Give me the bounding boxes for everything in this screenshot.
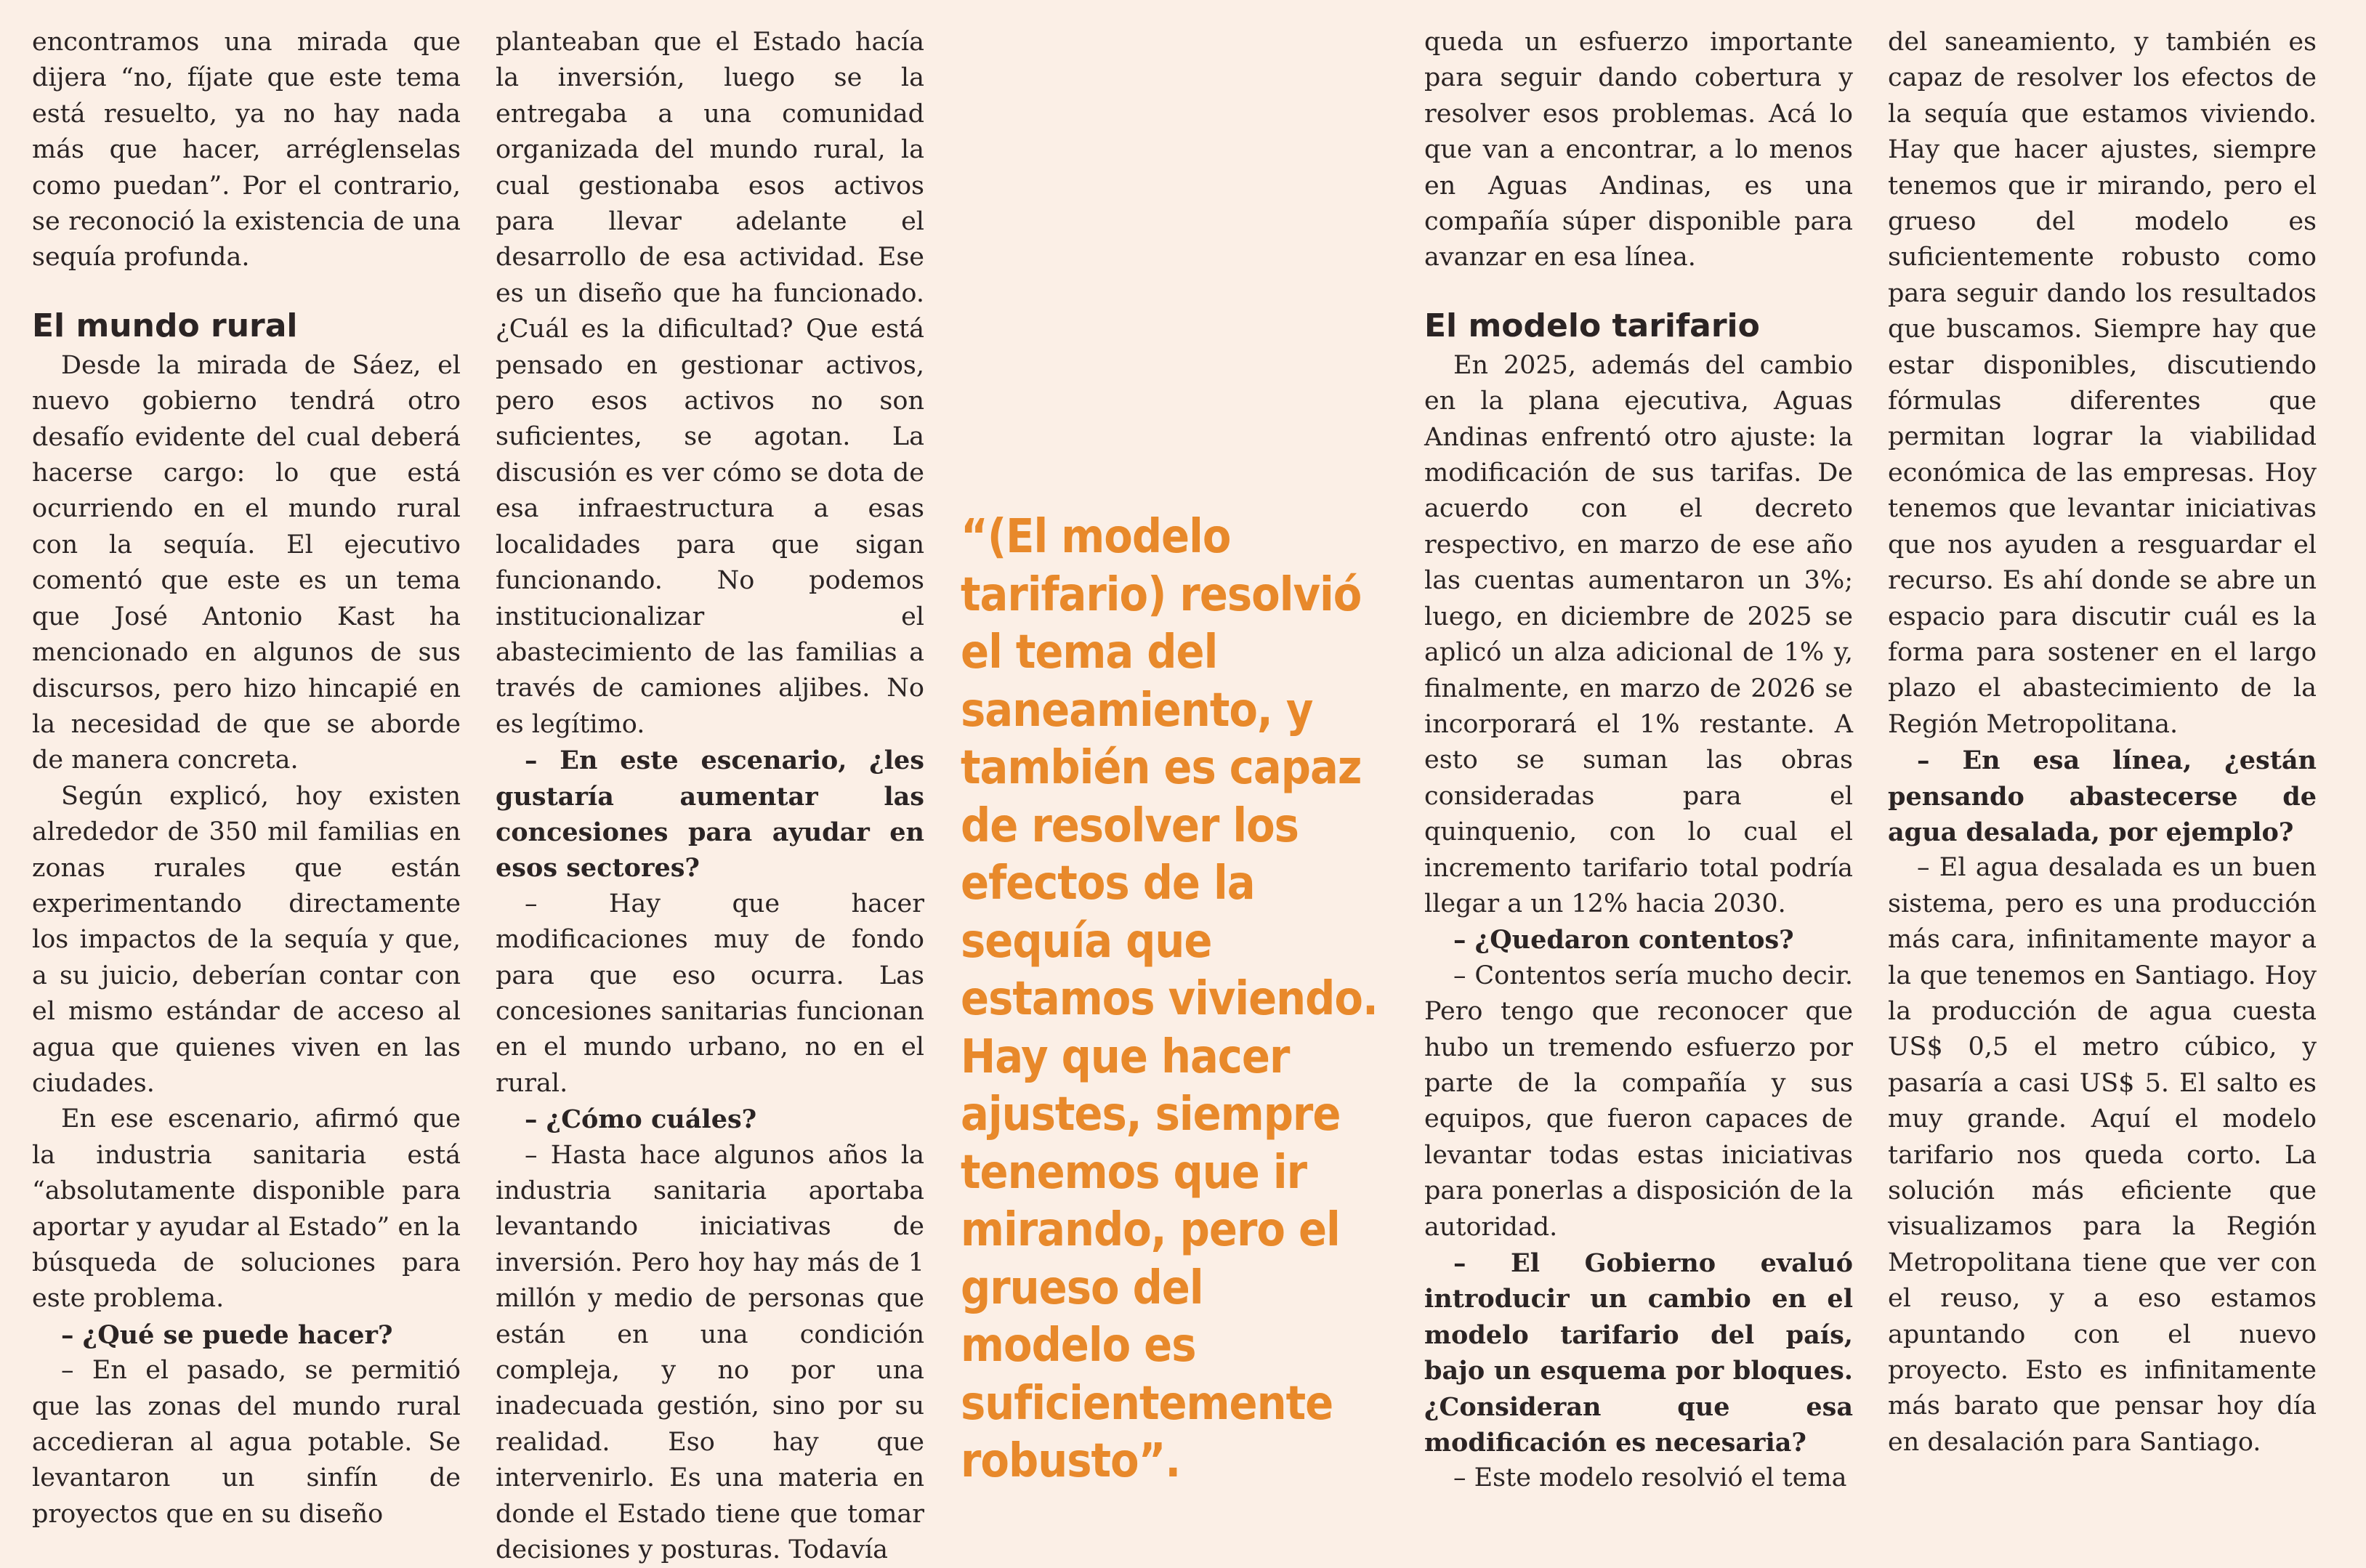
interview-question: – En este escenario, ¿les gustaría aumentar las concesiones para ayudar en esos sectores?: [496, 745, 924, 884]
paragraph: encontramos una mirada que dijera “no, fíjate que este tema está resuelto, ya no hay nada más que hacer, arréglenselas como puedan”. Por el contrario, se reconoció la existencia de una sequía profunda.: [32, 28, 461, 272]
interview-question: – El Gobierno evaluó introducir un cambio en el modelo tarifario del país, bajo un esquema por bloques. ¿Consideran que esa modificación es necesaria?: [1424, 1248, 1853, 1458]
interview-answer: – El agua desalada es un buen sistema, pero es una producción más cara, infinitamente mayor a la que tenemos en Santiago. Hoy la producción de agua cuesta US$ 0,5 el metro cúbico, y pasaría a casi US$ 5. El salto es muy grande. Aquí el modelo tarifario nos queda corto. La solución más eficiente que visualizamos para la Región Metropolitana tiene que ver con el reuso, y a eso estamos apuntando con el nuevo proyecto. Esto es infinitamente más barato que pensar hoy día en desalación para Santiago.: [1888, 853, 2317, 1457]
interview-answer: – Este modelo resolvió el tema: [1453, 1463, 1847, 1493]
paragraph: del saneamiento, y también es capaz de resolver los efectos de la sequía que estamos viviendo. Hay que hacer ajustes, siempre tenemos que ir mirando, pero el grueso del modelo es suficientemente robusto como para seguir dando los resultados que buscamos. Siempre hay que estar disponibles, discutiendo fórmulas diferentes que permitan lograr la viabilidad económica de las empresas. Hoy tenemos que levantar iniciativas que nos ayuden a resguardar el recurso. Es ahí donde se abre un espacio para discutir cuál es la forma para sostener en el largo plazo el abastecimiento de la Región Metropolitana.: [1888, 28, 2317, 739]
interview-question: – En esa línea, ¿están pensando abastecerse de agua desalada, por ejemplo?: [1888, 745, 2317, 847]
paragraph: queda un esfuerzo importante para seguir dando cobertura y resolver esos problemas. Acá lo que van a encontrar, a lo menos en Aguas Andinas, es una compañía súper disponible para avanzar en esa línea.: [1424, 28, 1853, 272]
interview-question: – ¿Qué se puede hacer?: [61, 1320, 393, 1350]
paragraph: Desde la mirada de Sáez, el nuevo gobierno tendrá otro desafío evidente del cual deberá hacerse cargo: lo que está ocurriendo en el mundo rural con la sequía. El ejecutivo comentó que este es un tema que José Antonio Kast ha mencionado en algunos de sus discursos, pero hizo hincapié en la necesidad de que se aborde de manera concreta.: [32, 350, 461, 775]
interview-question: – ¿Cómo cuáles?: [525, 1104, 757, 1135]
interview-answer: – Hay que hacer modificaciones muy de fondo para que eso ocurra. Las concesiones sanitarias funcionan en el mundo urbano, no en el rural.: [496, 889, 924, 1098]
article-column-1: [32, 25, 461, 1532]
interview-question: – ¿Quedaron contentos?: [1453, 925, 1794, 955]
section-heading-mundo-rural: El mundo rural: [32, 307, 298, 344]
article-column-2: [496, 25, 924, 1568]
section-heading-modelo-tarifario: El modelo tarifario: [1424, 307, 1760, 344]
pull-quote: “(El modelo tarifario) resolvió el tema del saneamiento, y también es capaz de resolver los efectos de la sequía que estamos viviendo. Hay que hacer ajustes, siempre tenemos que ir mirando, pero el grueso del modelo es suficientemente robusto”.: [961, 510, 1378, 1488]
interview-answer: – En el pasado, se permitió que las zonas del mundo rural accedieran al agua potable. Se levantaron un sinfín de proyectos que en su diseño: [32, 1356, 461, 1529]
paragraph: planteaban que el Estado hacía la inversión, luego se la entregaba a una comunidad organizada del mundo rural, la cual gestionaba esos activos para llevar adelante el desarrollo de esa actividad. Ese es un diseño que ha funcionado. ¿Cuál es la dificultad? Que está pensado en gestionar activos, pero esos activos no son suficientes, se agotan. La discusión es ver cómo se dota de esa infraestructura a esas localidades para que sigan funcionando. No podemos institucionalizar el abastecimiento de las familias a través de camiones aljibes. No es legítimo.: [496, 28, 924, 739]
interview-answer: – Hasta hace algunos años la industria sanitaria aportaba levantando iniciativas de inversión. Pero hoy hay más de 1 millón y medio de personas que están en una condición compleja, y no por una inadecuada gestión, sino por su realidad. Eso hay que intervenirlo. Es una materia en donde el Estado tiene que tomar decisiones y posturas. Todavía: [496, 1140, 924, 1565]
paragraph: En 2025, además del cambio en la plana ejecutiva, Aguas Andinas enfrentó otro ajuste: la modificación de sus tarifas. De acuerdo con el decreto respectivo, en marzo de ese año las cuentas aumentaron un 3%; luego, en diciembre de 2025 se aplicó un alza adicional de 1% y, finalmente, en marzo de 2026 se incorporará el 1% restante. A esto se suman las obras consideradas para el quinquenio, con lo cual el incremento tarifario total podría llegar a un 12% hacia 2030.: [1424, 350, 1853, 918]
paragraph: En ese escenario, afirmó que la industria sanitaria está “absolutamente disponible para aportar y ayudar al Estado” en la búsqueda de soluciones para este problema.: [32, 1104, 461, 1314]
article-column-5: [1888, 25, 2317, 1460]
interview-answer: – Contentos sería mucho decir. Pero tengo que reconocer que hubo un tremendo esfuerzo por parte de la compañía y sus equipos, que fueron capaces de levantar todas estas iniciativas para ponerlas a disposición de la autoridad.: [1424, 961, 1853, 1242]
article-column-4: [1424, 25, 1853, 1497]
paragraph: Según explicó, hoy existen alrededor de 350 mil familias en zonas rurales que están experimentando directamente los impactos de la sequía y que, a su juicio, deberían contar con el mismo estándar de acceso al agua que quienes viven en las ciudades.: [32, 781, 461, 1098]
